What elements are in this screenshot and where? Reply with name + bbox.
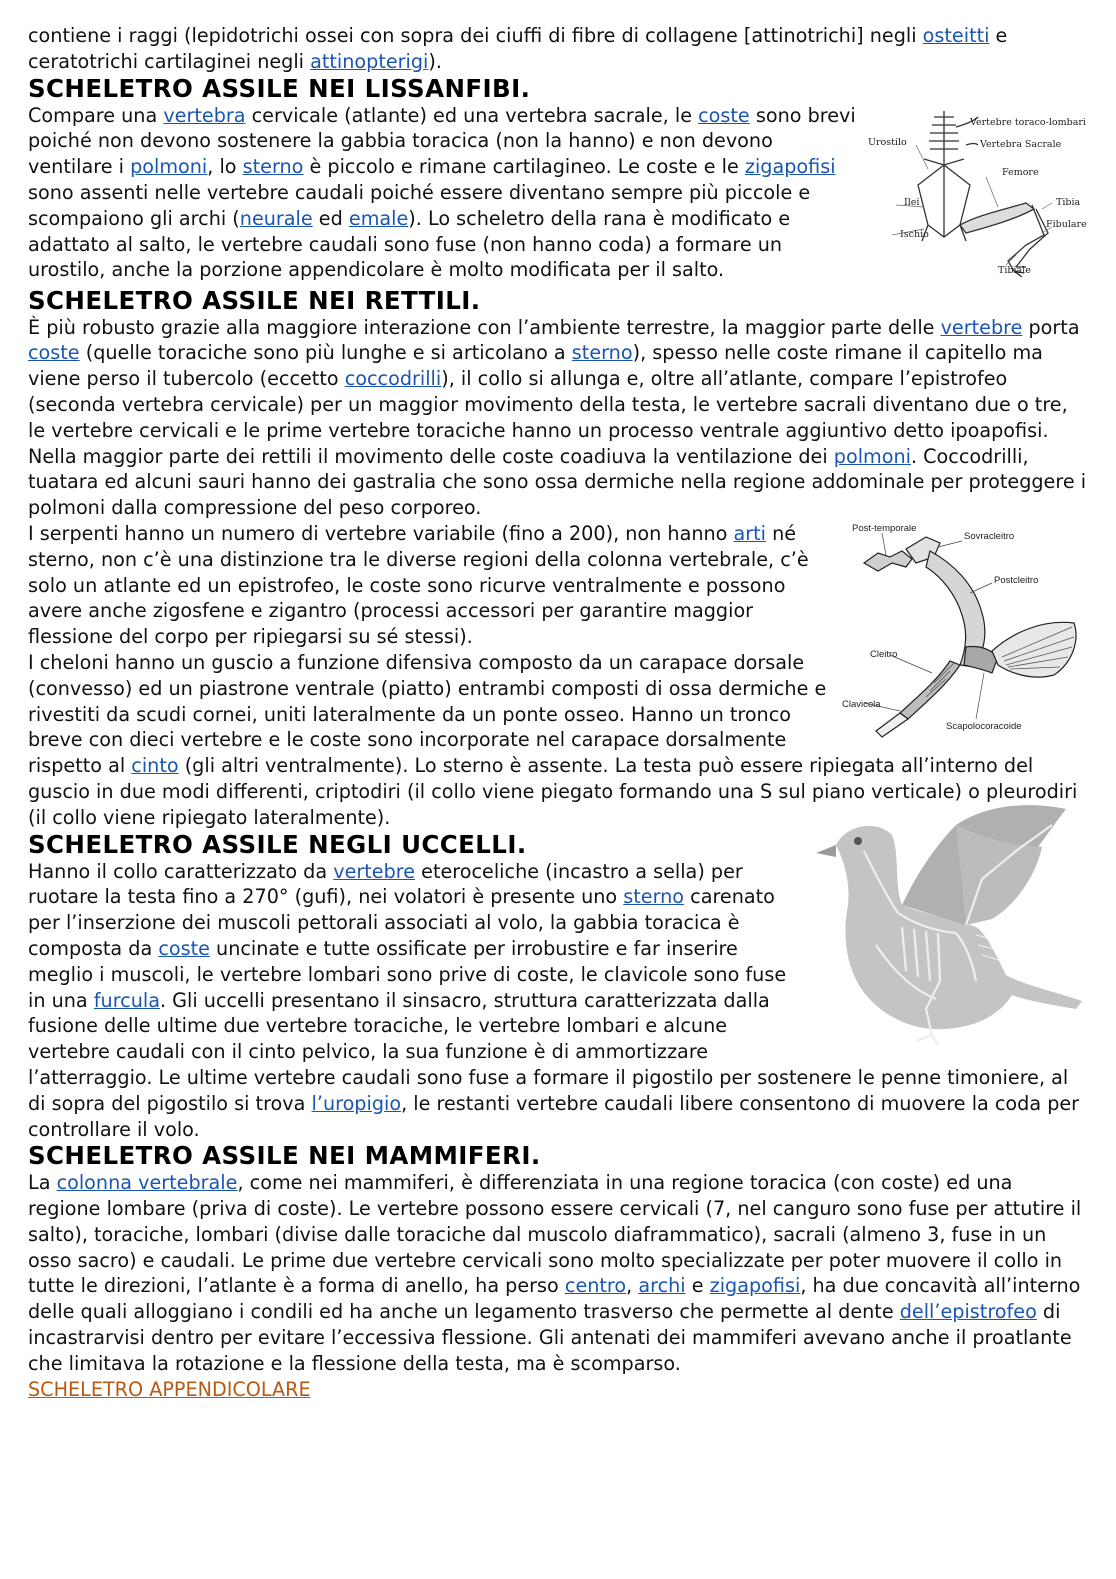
link-vertebre[interactable]: vertebre (333, 859, 416, 883)
link-sterno[interactable]: sterno (623, 885, 685, 909)
link-coste[interactable]: coste (158, 936, 210, 960)
link-neurale[interactable]: neurale (239, 206, 313, 230)
link-centro[interactable]: centro (564, 1274, 627, 1298)
label-cleitro: Cleitro (870, 648, 898, 660)
intro-paragraph: contiene i raggi (lepidotrichi ossei con sopra dei ciuffi di fibre di collagene [attinotrichi] negli osteitti e ceratotrichi cartilaginei negli attinopterigi). (28, 24, 1008, 73)
document-page (28, 23, 1088, 1402)
paragraph-serpenti: I serpenti hanno un numero di vertebre variabile (fino a 200), non hanno arti né sterno, non c’è una distinzione tra le diverse regioni della colonna vertebrale, c’è solo un atlante ed un epistrofeo, le coste sono ricurve ventralmente e possono avere anche zigosfene e zigantro (processi accessori per garantire maggior flessione del corpo per ripiegarsi su sé stessi). (28, 521, 809, 649)
bird-skeleton-drawing (806, 795, 1096, 1051)
link-polmoni[interactable]: polmoni (833, 444, 911, 468)
label-ilei: Ilei (904, 196, 920, 208)
link-archi[interactable]: archi (638, 1274, 686, 1298)
link-vertebra[interactable]: vertebra (163, 103, 246, 127)
link-sterno[interactable]: sterno (571, 341, 633, 365)
link-zigapofisi[interactable]: zigapofisi (744, 155, 836, 179)
label-post-temporale: Post-temporale (852, 522, 917, 534)
link-emale[interactable]: emale (348, 206, 409, 230)
bird-skeleton-figure (806, 795, 1096, 1051)
paragraph-mammiferi: La colonna vertebrale, come nei mammiferi, è differenziata in una regione toracica (con coste) ed una regione lombare (priva di coste). Le vertebre possono essere cervicali (7, nel canguro sono fuse per attutire il salto), toraciche, lombari (divise dalle toraciche dal muscolo diaframmatico), sacrali (almeno 3, fuse in un osso sacro) e caudali. Le prime due vertebre cervicali sono molto specializzate per poter muovere il collo in tutte le direzioni, l’atlante è a forma di anello, ha perso centro, archi e zigapofisi, ha due concavità all’interno delle quali alloggiano i condili ed ha anche un legamento trasverso che permette al dente dell’epistrofeo di incastrarvisi dentro per evitare l’eccessiva flessione. Gli antenati dei mammiferi avevano anche il proatlante che limitava la rotazione e la flessione della testa, ma è scomparso. (28, 1171, 1082, 1375)
heading-mammiferi: SCHELETRO ASSILE NEI MAMMIFERI. (28, 1141, 541, 1171)
label-tibiale: Tibiale (998, 264, 1031, 276)
heading-uccelli: SCHELETRO ASSILE NEGLI UCCELLI. (28, 829, 527, 859)
label-fibulare: Fibulare (1046, 218, 1087, 230)
link-osteitti[interactable]: osteitti (922, 24, 990, 47)
link-scheletro-appendicolare[interactable]: SCHELETRO APPENDICOLARE (28, 1377, 311, 1401)
label-scapolocoracoide: Scapolocoracoide (946, 720, 1022, 732)
link-coccodrilli[interactable]: coccodrilli (344, 367, 442, 391)
pectoral-girdle-drawing (842, 523, 1088, 745)
heading-lissanfibi: SCHELETRO ASSILE NEI LISSANFIBI. (28, 73, 531, 103)
pectoral-girdle-figure (842, 523, 1088, 745)
link-colonna-vertebrale[interactable]: colonna vertebrale (56, 1171, 238, 1195)
frog-skeleton-drawing (866, 105, 1088, 287)
frog-skeleton-figure (866, 105, 1088, 287)
link-epistrofeo[interactable]: dell’epistrofeo (899, 1300, 1037, 1324)
heading-rettili: SCHELETRO ASSILE NEI RETTILI. (28, 285, 481, 315)
link-sterno[interactable]: sterno (242, 155, 304, 179)
link-arti[interactable]: arti (733, 521, 767, 545)
label-postcleitro: Postcleitro (994, 574, 1039, 586)
footer-link-row (28, 1377, 1088, 1403)
label-tibia: Tibia (1056, 196, 1081, 208)
link-uropigio[interactable]: l’uropigio (311, 1091, 402, 1115)
label-clavicola: Clavicola (842, 698, 881, 710)
link-attinopterigi[interactable]: attinopterigi (310, 49, 429, 73)
link-zigapofisi[interactable]: zigapofisi (709, 1274, 801, 1298)
link-furcula[interactable]: furcula (93, 988, 160, 1012)
label-vertebra-sacrale: Vertebra Sacrale (980, 138, 1062, 150)
label-urostilo: Urostilo (868, 136, 907, 148)
link-coste[interactable]: coste (28, 341, 80, 365)
paragraph-cheloni: I cheloni hanno un guscio a funzione difensiva composto da un carapace dorsale (convesso) ed un piastrone ventrale (piatto) entrambi composti di ossa dermiche e rivestiti da scudi cornei, uniti lateralmente da un ponte osseo. Hanno un tronco breve con dieci vertebre e le coste sono incorporate nel carapace dorsalmente rispetto al cinto (gli altri ventralmente). Lo sterno è assente. La testa può essere ripiegata all’interno del guscio in due modi differenti, criptodiri (il collo viene piegato formando una S sul piano verticale) o pleurodiri (il collo viene ripiegato lateralmente). (28, 650, 1078, 829)
link-polmoni[interactable]: polmoni (130, 155, 208, 179)
label-femore: Femore (1002, 166, 1039, 178)
label-vertebre-toraco-lombari: Vertebre toraco-lombari (970, 116, 1086, 128)
paragraph-lissanfibi: Compare una vertebra cervicale (atlante) ed una vertebra sacrale, le coste sono brevi poiché non devono sostenere la gabbia toracica (non la hanno) e non devono ventilare i polmoni, lo sterno è piccolo e rimane cartilagineo. Le coste e le zigapofisi sono assenti nelle vertebre caudali poiché essere diventano sempre più piccole e scompaiono gli archi (neurale ed emale). Lo scheletro della rana è modificato e adattato al salto, le vertebre caudali sono fuse (non hanno coda) a formare un urostilo, anche la porzione appendicolare è molto modificata per il salto. (28, 103, 856, 282)
label-sovracleitro: Sovracleitro (964, 530, 1015, 542)
link-vertebre[interactable]: vertebre (940, 315, 1023, 339)
link-cinto[interactable]: cinto (131, 754, 179, 778)
paragraph-uccelli: Hanno il collo caratterizzato da vertebre eteroceliche (incastro a sella) per ruotare la testa fino a 270° (gufi), nei volatori è presente uno sterno carenato per l’inserzione dei muscoli pettorali associati al volo, la gabbia toracica è composta da coste uncinate e tutte ossificate per irrobustire e far inserire meglio i muscoli, le vertebre lombari sono prive di coste, le clavicole sono fuse in una furcula. Gli uccelli presentano il sinsacro, struttura caratterizzata dalla fusione delle ultime due vertebre toraciche, le vertebre lombari e alcune vertebre caudali con il cinto pelvico, la sua funzione è di ammortizzare l’atterraggio. Le ultime vertebre caudali sono fuse a formare il pigostilo per sostenere le penne timoniere, al di sopra del pigostilo si trova l’uropigio, le restanti vertebre caudali libere consentono di muovere la coda per controllare il volo. (28, 859, 1080, 1141)
paragraph-rettili: È più robusto grazie alla maggiore interazione con l’ambiente terrestre, la maggior parte delle vertebre porta coste (quelle toraciche sono più lunghe e si articolano a sterno), spesso nelle coste rimane il capitello ma viene perso il tubercolo (eccetto coccodrilli), il collo si allunga e, oltre all’atlante, compare l’epistrofeo (seconda vertebra cervicale) per un maggior movimento della testa, le vertebre sacrali diventano due o tre, le vertebre cervicali e le prime vertebre toraciche hanno un processo ventrale aggiuntivo detto ipoapofisi. Nella maggior parte dei rettili il movimento delle coste coadiuva la ventilazione dei polmoni. Coccodrilli, tuatara ed alcuni sauri hanno dei gastralia che sono ossa dermiche nella regione addominale per proteggere i polmoni dalla compressione del peso corporeo. (28, 315, 1087, 520)
link-coste[interactable]: coste (698, 103, 750, 127)
label-ischio: Ischio (900, 228, 929, 240)
